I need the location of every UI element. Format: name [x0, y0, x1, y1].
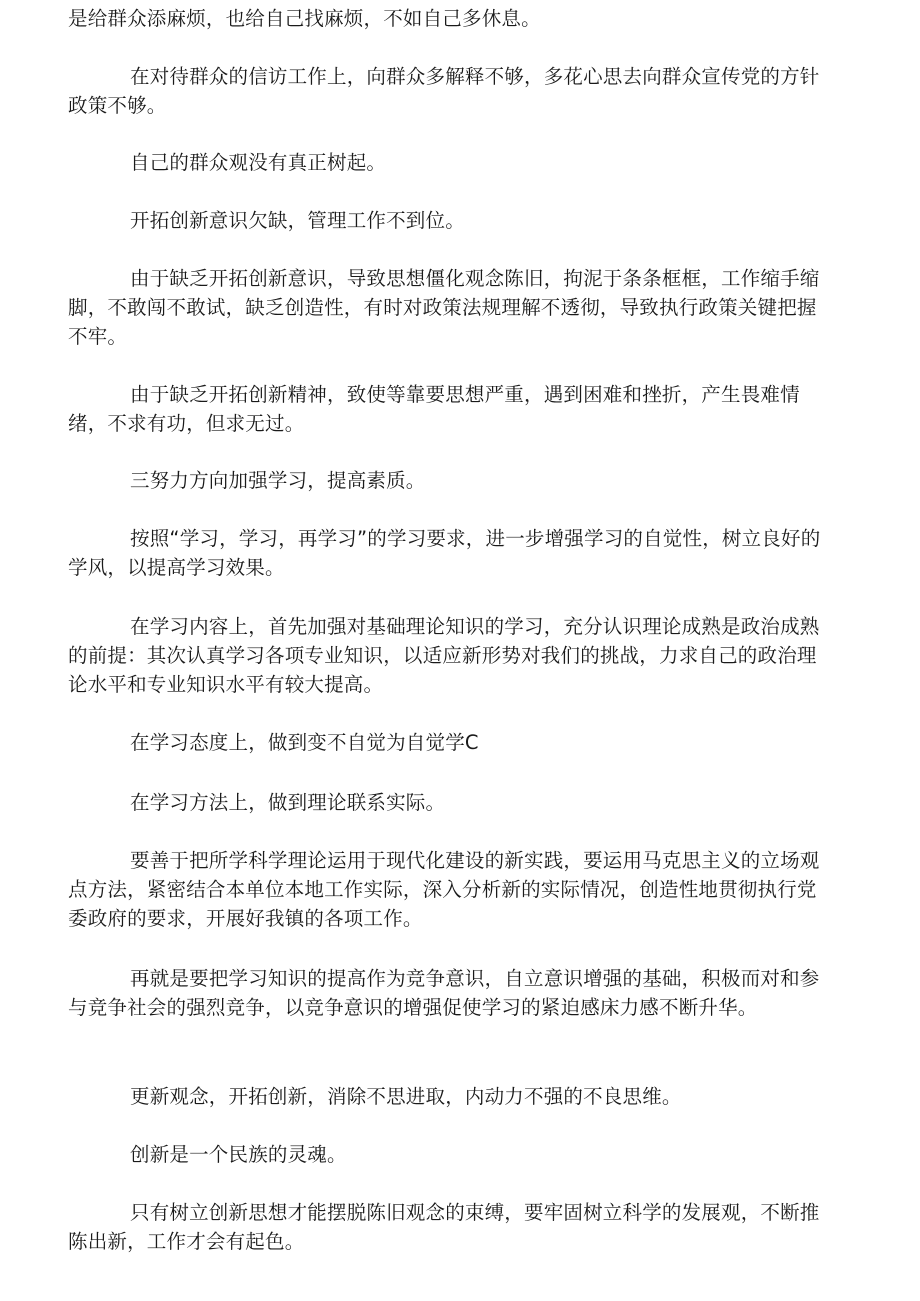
paragraph-mass-view: 自己的群众观没有真正树起。 — [130, 151, 387, 174]
paragraph-passive-attitude: 由于缺乏开拓创新精神，致使等靠要思想严重，遇到困难和挫折，产生畏难情绪，不求有功，但求无过。 — [68, 383, 800, 435]
paragraph-innovation-soul: 创新是一个民族的灵魂。 — [130, 1143, 347, 1166]
paragraph-scientific-view: 只有树立创新思想才能摆脱陈旧观念的束缚，要牢固树立科学的发展观，不断推陈出新，工作才会有起色。 — [68, 1201, 820, 1253]
paragraph-study-requirement: 按照“学习，学习，再学习”的学习要求，进一步增强学习的自觉性，树立良好的学风，以提高学习效果。 — [68, 527, 821, 579]
paragraph-petition-work: 在对待群众的信访工作上，向群众多解释不够，多花心思去向群众宣传党的方针政策不够。 — [68, 65, 820, 117]
paragraph-apply-theory: 要善于把所学科学理论运用于现代化建设的新实践，要运用马克思主义的立场观点方法，紧密结合本单位本地工作实际，深入分析新的实际情况，创造性地贯彻执行党委政府的要求，开展好我镇的各项工作。 — [68, 849, 820, 930]
paragraph-innovation-lacking: 开拓创新意识欠缺，管理工作不到位。 — [130, 209, 465, 232]
paragraph-rigid-thinking: 由于缺乏开拓创新意识，导致思想僵化观念陈旧，拘泥于条条框框，工作缩手缩脚，不敢闯不敢试，缺乏创造性，有时对政策法规理解不透彻，导致执行政策关键把握不牢。 — [68, 267, 820, 348]
paragraph-study-attitude: 在学习态度上，做到变不自觉为自觉学C — [130, 731, 479, 754]
paragraph-direction-heading: 三努力方向加强学习，提高素质。 — [130, 469, 426, 492]
paragraph-competition: 再就是要把学习知识的提高作为竞争意识，自立意识增强的基础，积极而对和参与竞争社会的强烈竞争，以竞争意识的增强促使学习的紧迫感床力感不断升华。 — [68, 967, 820, 1019]
paragraph-study-method: 在学习方法上，做到理论联系实际。 — [130, 791, 446, 814]
paragraph-study-content: 在学习内容上，首先加强对基础理论知识的学习，充分认识理论成熟是政治成熟的前提：其次认真学习各项专业知识，以适应新形势对我们的挑战，力求自己的政治理论水平和专业知识水平有较大提高。 — [68, 615, 820, 696]
paragraph-continuation: 是给群众添麻烦，也给自己找麻烦，不如自己多休息。 — [68, 7, 541, 30]
paragraph-update-concepts: 更新观念，开拓创新，消除不思进取，内动力不强的不良思维。 — [130, 1085, 682, 1108]
